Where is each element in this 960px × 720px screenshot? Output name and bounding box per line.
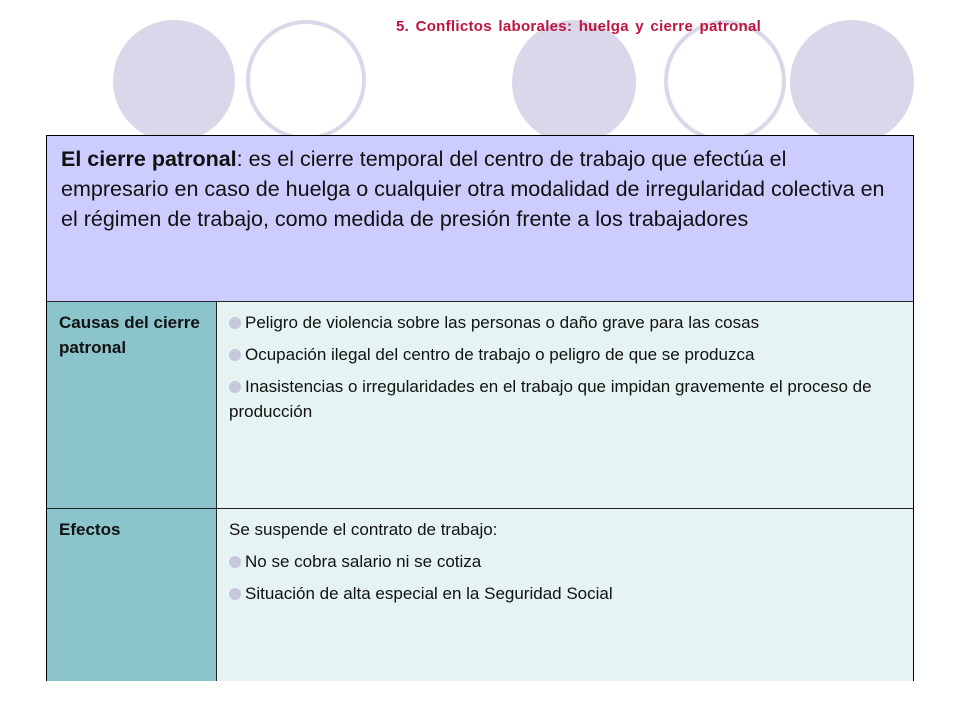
bullet-icon <box>229 349 241 361</box>
list-item: Situación de alta especial en la Seguridad Social <box>229 581 903 606</box>
intro-text: : es el cierre temporal del centro de trabajo que efectúa el empresario en caso de huelga o cualquier otra modalidad de irregularidad colectiva en el régimen de trabajo, como medida de presión frente a los trabajadores <box>61 147 885 231</box>
effects-row <box>47 509 913 681</box>
bullet-icon <box>229 381 241 393</box>
intro-definition <box>47 136 913 302</box>
content-table <box>46 135 914 681</box>
effects-content <box>217 509 913 681</box>
causes-label: Causas del cierre patronal <box>47 302 217 508</box>
effects-label: Efectos <box>47 509 217 681</box>
slide-title: 5. Conflictos laborales: huelga y cierre patronal <box>396 18 762 35</box>
list-item: No se cobra salario ni se cotiza <box>229 549 903 574</box>
decor-ring-2 <box>664 20 786 142</box>
causes-row <box>47 302 913 509</box>
effects-lead: Se suspende el contrato de trabajo: <box>229 520 498 539</box>
list-item: Inasistencias o irregularidades en el trabajo que impidan gravemente el proceso de producción <box>229 377 872 421</box>
intro-term: El cierre patronal <box>61 147 237 171</box>
decor-circle-1 <box>113 20 235 142</box>
list-item: Ocupación ilegal del centro de trabajo o peligro de que se produzca <box>229 342 903 367</box>
decor-circle-3 <box>790 20 914 144</box>
list-item: Peligro de violencia sobre las personas o daño grave para las cosas <box>229 310 903 335</box>
bullet-icon <box>229 556 241 568</box>
decor-ring-1 <box>246 20 366 140</box>
effects-list <box>229 549 903 606</box>
causes-list <box>229 310 903 424</box>
causes-content <box>217 302 913 508</box>
bullet-icon <box>229 588 241 600</box>
decor-circle-2 <box>512 20 636 144</box>
bullet-icon <box>229 317 241 329</box>
